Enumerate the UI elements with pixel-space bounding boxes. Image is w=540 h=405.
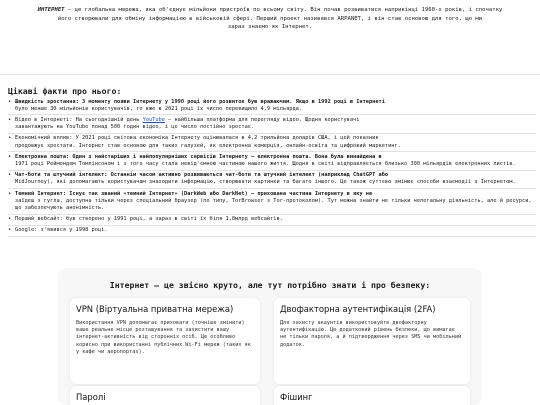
- facts-list: [8, 97, 536, 237]
- intro-line-3: зараз знаємо як Інтернет.: [227, 24, 313, 31]
- security-card-passwords: [70, 386, 260, 405]
- intro-line-1: — це глобальна мережа, яка об'єднує мільйони пристроїв по всьому світу. Він почав розвиватися наприкінці 1960-х років, і спочатку: [64, 7, 503, 13]
- security-card-phishing: [274, 386, 470, 405]
- intro-paragraph: [8, 6, 532, 32]
- fact-item-darkweb: • Темний Інтернет: Існує так званий «темний Інтернет» (DarkWeb або DarkNet) — прихована частина Інтернету в яку не заїдеш з гугла, доступна тільки через спеціальний браузер (по типу, TorBrowser з Tor-протоколом). Тут можна знайти не тільки нелегальну діяльність, але й ресурси, що забезпечують анонімність.: [8, 189, 536, 215]
- card-title: VPN (Віртуальна приватна мережа): [76, 304, 234, 314]
- card-body: Використання VPN допомагає приховати (точніше змінити) ваше реальне місце розташування та захистити вашу інтернет-активність від сторонніх осіб. Це особливо корисно при використанні публічних Wi-Fi мереж (таких як у кафе чи аеропортах).: [76, 320, 251, 355]
- fact-item-growth: • Швидкість зростання: З моменту появи Інтернету у 1990 році його розвиток був вражаючим. Якщо в 1992 році в Інтернеті було менше 30 мільйонів користувачів, то вже в 2021 році їх число перевищило 4,9 мільярда.: [8, 97, 536, 115]
- divider: [0, 74, 540, 75]
- fact-item-economy: • Економічний вплив: У 2021 році світова економіка Інтернету оцінювалася в 4,2 трильйона доларів США, і цей показник продовжує зростати. Інтернет став основою для таких галузей, як електронна комерція, онлайн-освіта та цифровий маркетинг.: [8, 134, 536, 152]
- fact-item-ai: • Чат-боти та штучний інтелект: Останнім часом активно розвиваються чат-боти та штучний інтелект (наприклад ChatGPT або MidJourney), які допомагають користувачам знаходити інформацію, створювати картинки та багато іншого. Це також суттєво змінює способи взаємодії з Інтернетом.: [8, 171, 536, 189]
- security-card-vpn: [70, 298, 260, 384]
- security-section: [58, 268, 482, 405]
- intro-term: ИНТЕРНЕТ: [37, 7, 65, 13]
- security-title: Інтернет — це звісно круто, але тут потрібно знати і про безпеку:: [109, 280, 431, 290]
- facts-heading: Цікаві факти про нього:: [8, 86, 122, 96]
- intro-line-2: його створювали для обміну інформацією в військовій сфері. Перший проект називався ARPANET, і він став основою для того, що ми: [57, 15, 483, 22]
- security-card-2fa: [274, 298, 470, 384]
- card-body: Для захисту акаунтів використовуйте двофакторну аутентифікацію. Це додатковий рівень безпеки, що вимагає не тільки пароля, а й підтвердження через SMS чи мобільний додаток.: [280, 320, 462, 348]
- youtube-link[interactable]: YouTube: [142, 116, 165, 123]
- card-title: Паролі: [76, 392, 106, 402]
- card-title: Двофакторна аутентифікація (2FA): [280, 304, 436, 314]
- card-title: Фішинг: [280, 392, 313, 402]
- fact-item-email: • Електронна пошта: Один з найстаріших і найпопулярніших сервісів Інтернету — електронна пошта. Вона була винайдена в 1971 році Реймондом Томлінсоном і з того часу стала невід'ємною частиною нашого життя. Щодня в світі відправляється близько 300 мільярдів електронних листів.: [8, 152, 536, 170]
- fact-item-video: • Відео в Інтернеті: На сьогоднішній день YouTube — найбільша платформа для перегляду відео. Щодня користувачі завантажують на YouTube понад 500 годин відео, і це число постійно зростає.: [8, 115, 536, 133]
- fact-item-first-website: • Перший вебсайт: був створено у 1991 році, а зараз в світі їх біля 1,8млрд вебсайтів.: [8, 215, 536, 226]
- fact-item-google: • Google: з'явився у 1998 році.: [8, 226, 536, 237]
